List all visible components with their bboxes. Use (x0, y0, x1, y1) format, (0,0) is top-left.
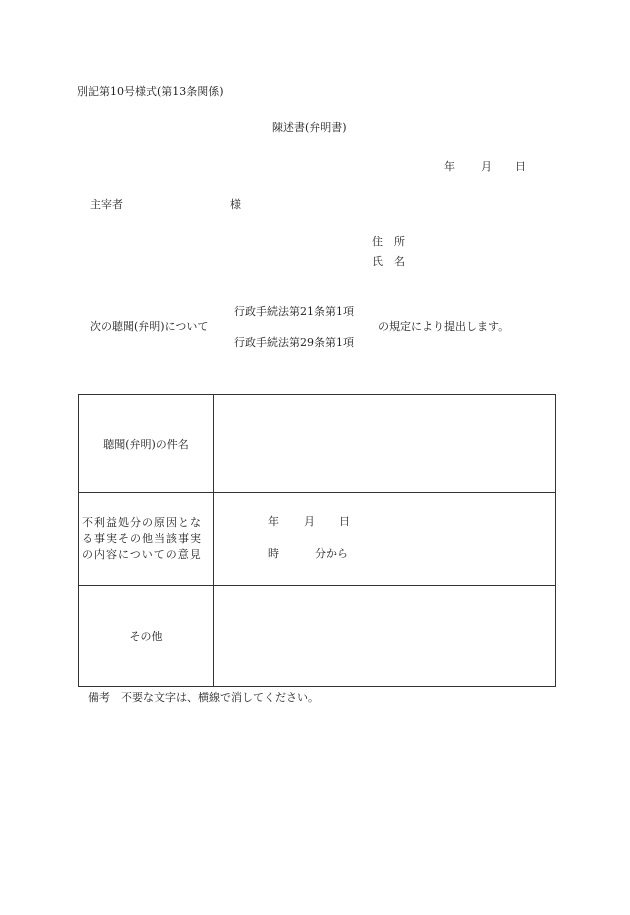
subject-label: 聴聞(弁明)の件名 (103, 437, 189, 451)
document-title: 陳述書(弁明書) (272, 121, 347, 134)
opinion-field[interactable] (214, 493, 555, 585)
statement-suffix: の規定により提出します。 (378, 320, 510, 333)
opinion-label: 不利益処分の原因となる事実その他当該事実の内容についての意見 (82, 516, 202, 561)
statement-prefix: 次の聴聞(弁明)について (90, 320, 209, 333)
other-label: その他 (129, 630, 163, 643)
other-field[interactable] (214, 586, 555, 686)
date-year: 年 (444, 160, 455, 173)
subject-field[interactable] (214, 395, 555, 492)
addressee-label: 主宰者 (90, 198, 123, 211)
remarks-note: 備考 不要な文字は、横線で消してください。 (88, 691, 319, 704)
form-number: 別記第10号様式(第13条関係) (77, 85, 224, 98)
opinion-time-minute: 分から (315, 547, 348, 560)
opinion-date-year: 年 (268, 515, 279, 528)
law-option-29: 行政手続法第29条第1項 (234, 336, 354, 349)
date-day: 日 (515, 160, 526, 173)
opinion-time-hour: 時 (268, 547, 279, 560)
addressee-honorific: 様 (230, 198, 241, 211)
opinion-date-month: 月 (304, 515, 315, 528)
form-table (78, 394, 556, 687)
opinion-date-day: 日 (339, 515, 350, 528)
law-option-21: 行政手続法第21条第1項 (234, 305, 354, 318)
date-month: 月 (481, 160, 492, 173)
address-label: 住 所 (372, 235, 405, 248)
name-label: 氏 名 (372, 255, 405, 268)
opinion-label-cell (79, 493, 213, 585)
